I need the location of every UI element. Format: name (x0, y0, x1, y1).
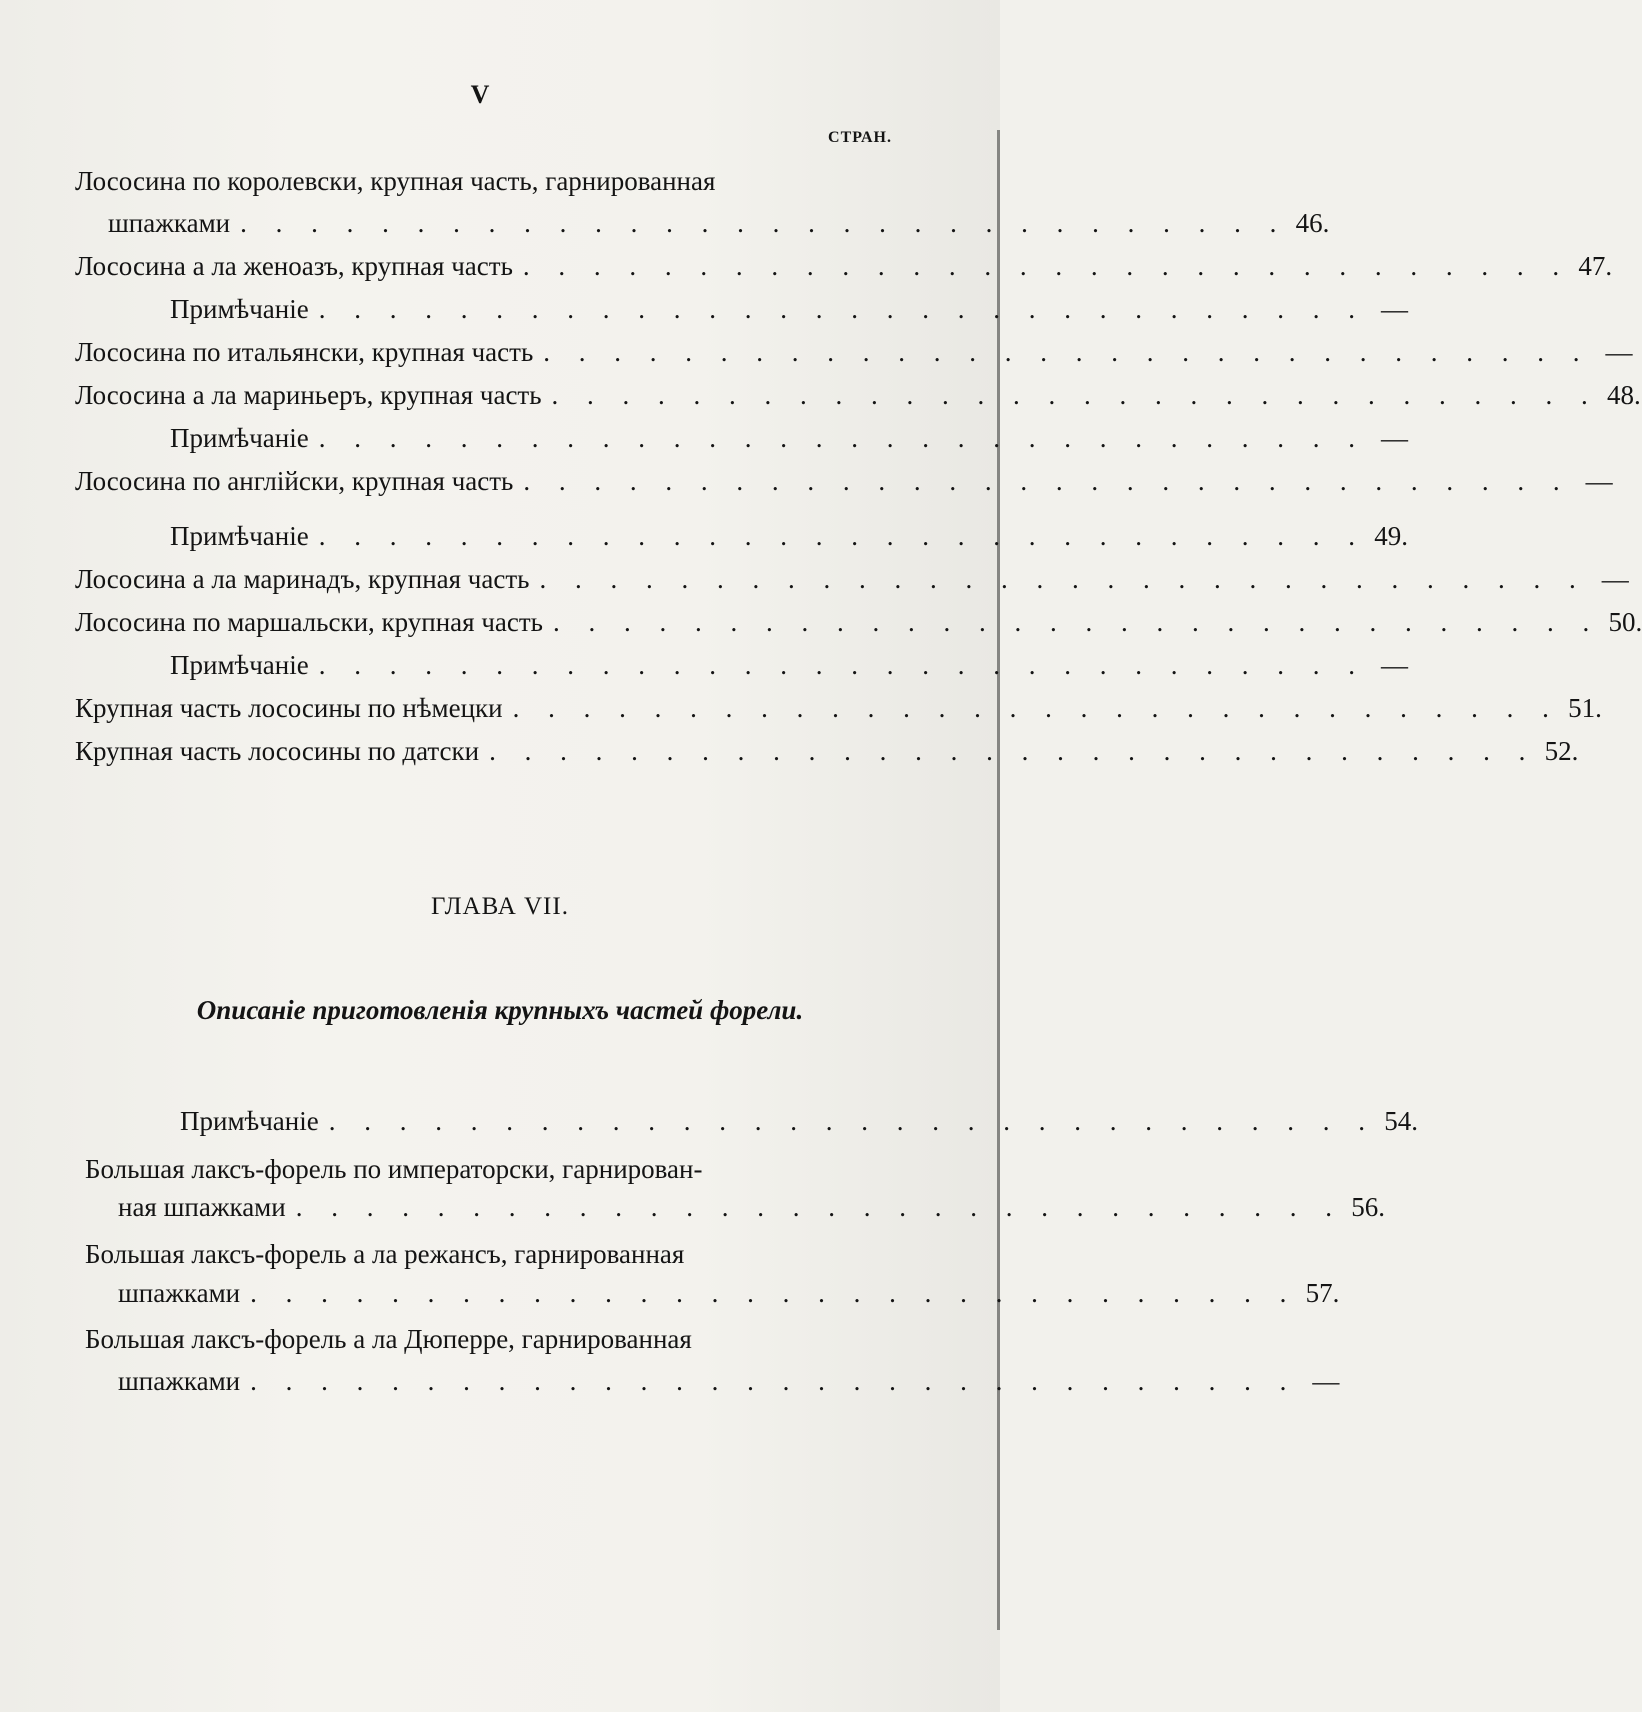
toc-entry-page: 48. (1607, 380, 1641, 410)
toc-entry-page: — (1605, 337, 1633, 367)
toc-entry (85, 1233, 895, 1275)
toc-entry-text: шпажками (108, 208, 231, 238)
toc-entry-text: Лососина по королевски, крупная часть, гарнированная (75, 166, 716, 196)
toc-entry (75, 687, 1602, 729)
toc-entry-text: Лососина а ла мариньеръ, крупная часть (75, 380, 542, 410)
toc-entry-page: — (1380, 294, 1408, 324)
toc-entry (85, 1148, 895, 1190)
toc-entry-page: 46. (1295, 208, 1330, 238)
toc-entry-text: Лососина а ла маринадъ, крупная часть (75, 564, 530, 594)
toc-entry (118, 1186, 1385, 1228)
toc-entry (85, 1318, 895, 1360)
toc-entry-text: Крупная часть лососины по нѣмецки (75, 693, 503, 723)
toc-entry (75, 730, 1579, 772)
toc-entry-page: 50. (1608, 607, 1642, 637)
toc-entry-text: Лососина а ла женоазъ, крупная часть (75, 251, 513, 281)
toc-entry-text: шпажками (118, 1278, 241, 1308)
toc-entry (75, 601, 1642, 643)
toc-entry-page: — (1380, 423, 1408, 453)
toc-entry (75, 245, 1613, 287)
dot-leader: . . . . . . . . . . . . . . . . . . . . . . . . . . . . . . (539, 564, 1587, 594)
toc-entry-text: Большая лаксъ-форель а ла режансъ, гарнированная (85, 1239, 685, 1269)
toc-entry-text: Примѣчаніе (170, 423, 309, 453)
toc-entry-text: Примѣчаніе (170, 521, 309, 551)
toc-entry (170, 288, 1408, 330)
toc-entry-page: — (1585, 466, 1613, 496)
toc-entry-text: Лососина по англійски, крупная часть (75, 466, 514, 496)
toc-entry (118, 1360, 1340, 1402)
toc-entry-text: Примѣчаніе (170, 650, 309, 680)
chapter-title: ГЛАВА VII. (431, 893, 569, 920)
toc-entry (75, 160, 885, 202)
toc-entry-page: — (1380, 650, 1408, 680)
toc-entry-page: 47. (1578, 251, 1613, 281)
toc-entry (170, 644, 1408, 686)
toc-entry-text: Крупная часть лососины по датски (75, 736, 480, 766)
page-number: V (470, 80, 490, 109)
toc-entry (75, 374, 1641, 416)
toc-entry (180, 1100, 1418, 1142)
dot-leader: . . . . . . . . . . . . . . . . . . . . . . . . . . . . . . (522, 251, 1571, 281)
toc-entry-page: 54. (1384, 1106, 1418, 1136)
toc-entry (75, 331, 1633, 373)
dot-leader: . . . . . . . . . . . . . . . . . . . . . . . . . . . . . . (553, 607, 1601, 637)
toc-entry-text: Большая лаксъ-форель по императорски, гарнирован- (85, 1154, 703, 1184)
toc-entry-text: ная шпажками (118, 1192, 286, 1222)
toc-entry-text: Лососина по маршальски, крупная часть (75, 607, 543, 637)
dot-leader: . . . . . . . . . . . . . . . . . . . . . . . . . . . . . . (240, 208, 1288, 238)
dot-leader: . . . . . . . . . . . . . . . . . . . . . . . . . . . . . . (512, 693, 1560, 723)
toc-entry-text: Примѣчаніе (180, 1106, 319, 1136)
dot-leader: . . . . . . . . . . . . . . . . . . . . . . . . . . . . . . (328, 1106, 1376, 1136)
dot-leader: . . . . . . . . . . . . . . . . . . . . . . . . . . . . . . (318, 423, 1366, 453)
toc-entry-page: — (1601, 564, 1629, 594)
dot-leader: . . . . . . . . . . . . . . . . . . . . . . . . . . . . . . (543, 337, 1591, 367)
toc-entry (170, 515, 1408, 557)
toc-entry (108, 202, 1330, 244)
toc-entry-text: Лососина по итальянски, крупная часть (75, 337, 534, 367)
toc-entry-page: 52. (1544, 736, 1579, 766)
dot-leader: . . . . . . . . . . . . . . . . . . . . . . . . . . . . . . (250, 1366, 1298, 1396)
toc-entry (118, 1272, 1340, 1314)
dot-leader: . . . . . . . . . . . . . . . . . . . . . . . . . . . . . . (295, 1192, 1343, 1222)
dot-leader: . . . . . . . . . . . . . . . . . . . . . . . . . . . . . . (318, 521, 1366, 551)
toc-entry-page: — (1312, 1366, 1340, 1396)
page-column-header: СТРАН. (828, 129, 892, 146)
dot-leader: . . . . . . . . . . . . . . . . . . . . . . . . . . . . . . (489, 736, 1537, 766)
dot-leader: . . . . . . . . . . . . . . . . . . . . . . . . . . . . . . (318, 294, 1366, 324)
toc-entry-page: 56. (1351, 1192, 1385, 1222)
dot-leader: . . . . . . . . . . . . . . . . . . . . . . . . . . . . . . (318, 650, 1366, 680)
toc-entry-page: 57. (1305, 1278, 1340, 1308)
toc-entry-page: 51. (1568, 693, 1602, 723)
dot-leader: . . . . . . . . . . . . . . . . . . . . . . . . . . . . . . (551, 380, 1599, 410)
toc-entry-text: Примѣчаніе (170, 294, 309, 324)
toc-entry (75, 558, 1629, 600)
toc-entry-page: 49. (1374, 521, 1408, 551)
dot-leader: . . . . . . . . . . . . . . . . . . . . . . . . . . . . . . (523, 466, 1571, 496)
toc-entry (75, 460, 1613, 502)
toc-entry-text: шпажками (118, 1366, 241, 1396)
chapter-subtitle: Описаніе приготовленія крупныхъ частей форели. (196, 995, 804, 1025)
dot-leader: . . . . . . . . . . . . . . . . . . . . . . . . . . . . . . (250, 1278, 1298, 1308)
toc-entry (170, 417, 1408, 459)
toc-entry-text: Большая лаксъ-форель а ла Дюперре, гарнированная (85, 1324, 692, 1354)
